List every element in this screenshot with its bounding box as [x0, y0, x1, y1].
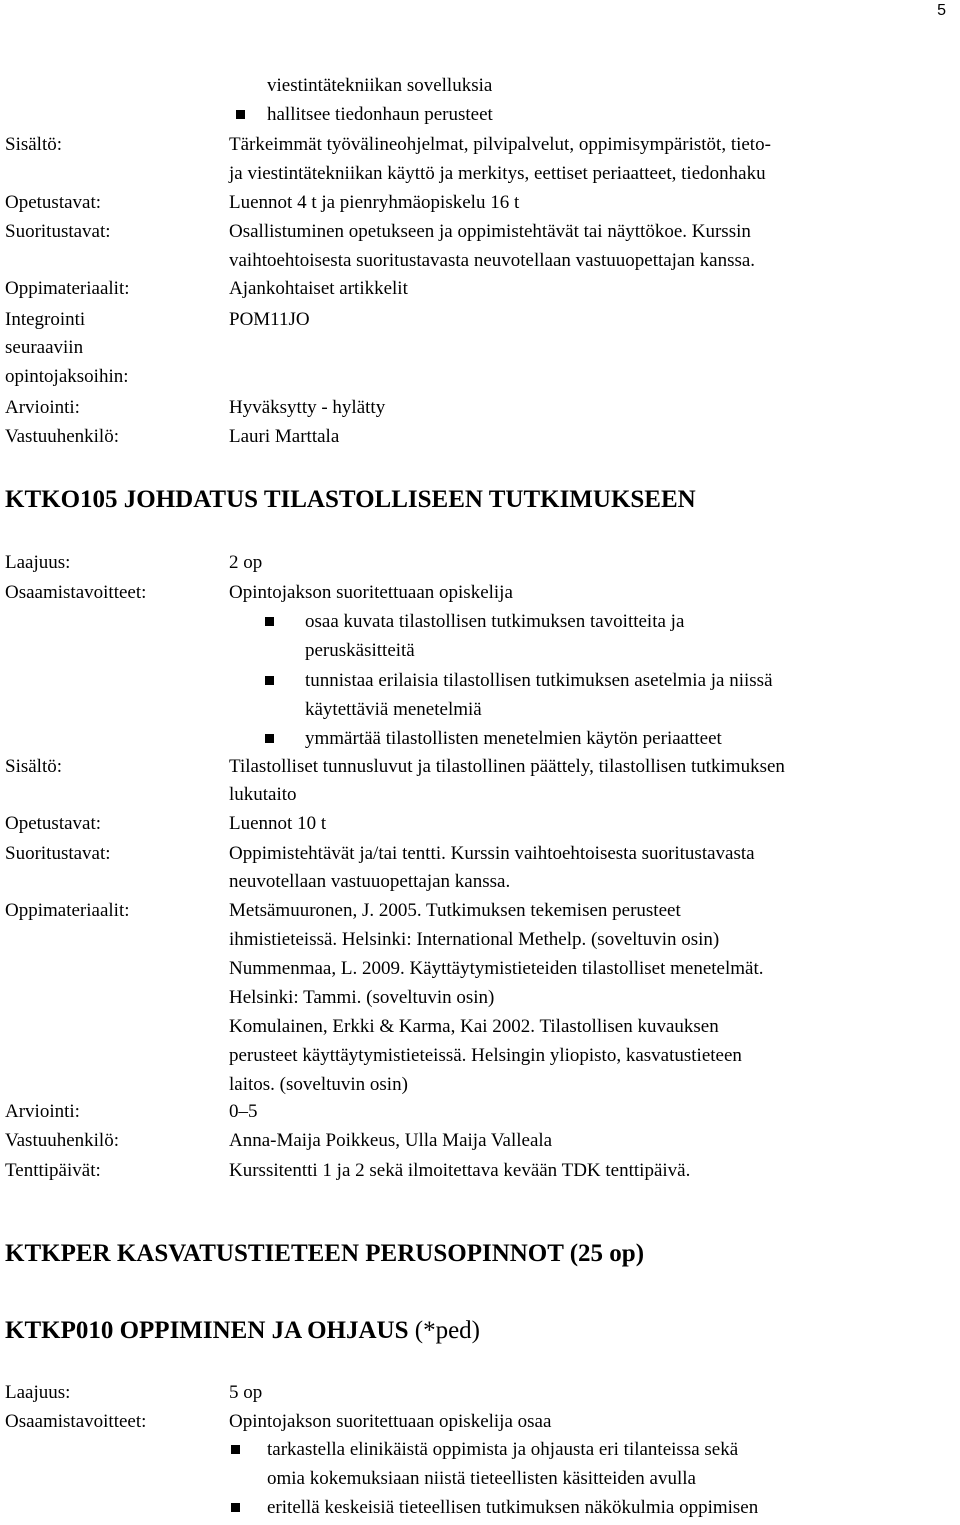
- opetustavat-label: Opetustavat:: [5, 192, 102, 213]
- oppimateriaalit-label: Oppimateriaalit:: [5, 900, 130, 921]
- reference-line: perusteet käyttäytymistieteissä. Helsingin yliopisto, kasvatustieteen: [229, 1045, 742, 1066]
- integrointi-label-cont: seuraaviin: [5, 337, 84, 358]
- sisalto-value-cont: ja viestintätekniikan käyttö ja merkitys, eettiset periaatteet, tiedonhaku: [229, 163, 766, 184]
- suoritustavat-label: Suoritustavat:: [5, 221, 111, 242]
- reference-line: ihmistieteissä. Helsinki: International Methelp. (soveltuvin osin): [229, 929, 720, 950]
- reference-line: Metsämuuronen, J. 2005. Tutkimuksen tekemisen perusteet: [229, 900, 681, 921]
- section-heading-perusopinnot: KTKPER KASVATUSTIETEEN PERUSOPINNOT (25 op): [5, 1240, 645, 1267]
- bullet-icon: [231, 1445, 240, 1454]
- integrointi-value: POM11JO: [229, 309, 310, 330]
- osaamistavoitteet-label: Osaamistavoitteet:: [5, 1411, 147, 1432]
- osaamistavoitteet-value: Opintojakson suoritettuaan opiskelija osaa: [229, 1411, 552, 1432]
- sisalto-value-cont: lukutaito: [229, 784, 297, 805]
- integrointi-label: Integrointi: [5, 309, 86, 330]
- tenttipaivat-label: Tenttipäivät:: [5, 1160, 101, 1181]
- sisalto-value: Tärkeimmät työvälineohjelmat, pilvipalvelut, oppimisympäristöt, tieto-: [229, 134, 771, 155]
- suoritustavat-value-cont: neuvotellaan vastuuopettajan kanssa.: [229, 871, 511, 892]
- goal-item: osaa kuvata tilastollisen tutkimuksen tavoitteita ja: [305, 611, 685, 632]
- osaamistavoitteet-label: Osaamistavoitteet:: [5, 582, 147, 603]
- bullet-item: hallitsee tiedonhaun perusteet: [267, 104, 493, 125]
- suoritustavat-value-cont: vaihtoehtoisesta suoritustavasta neuvotellaan vastuuopettajan kanssa.: [229, 250, 756, 271]
- reference-line: Helsinki: Tammi. (soveltuvin osin): [229, 987, 495, 1008]
- laajuus-label: Laajuus:: [5, 552, 71, 573]
- suoritustavat-value: Osallistuminen opetukseen ja oppimistehtävät tai näyttökoe. Kurssin: [229, 221, 751, 242]
- laajuus-value: 2 op: [229, 552, 263, 573]
- bullet-icon: [265, 617, 274, 626]
- vastuuhenkilo-value: Anna-Maija Poikkeus, Ulla Maija Valleala: [229, 1130, 553, 1151]
- course-heading: KTKO105 JOHDATUS TILASTOLLISEEN TUTKIMUKSEEN: [5, 486, 696, 513]
- bullet-icon: [265, 734, 274, 743]
- tenttipaivat-value: Kurssitentti 1 ja 2 sekä ilmoitettava kevään TDK tenttipäivä.: [229, 1160, 691, 1181]
- arviointi-value: 0–5: [229, 1101, 258, 1122]
- bullet-icon: [231, 1503, 240, 1512]
- reference-line: Komulainen, Erkki & Karma, Kai 2002. Tilastollisen kuvauksen: [229, 1016, 719, 1037]
- reference-line: Nummenmaa, L. 2009. Käyttäytymistieteiden tilastolliset menetelmät.: [229, 958, 764, 979]
- goal-item-cont: omia kokemuksiaan niistä tieteellisten käsitteiden avulla: [267, 1468, 696, 1489]
- suoritustavat-label: Suoritustavat:: [5, 843, 111, 864]
- vastuuhenkilo-label: Vastuuhenkilö:: [5, 1130, 119, 1151]
- goal-item: tarkastella elinikäistä oppimista ja ohjausta eri tilanteissa sekä: [267, 1439, 739, 1460]
- laajuus-label: Laajuus:: [5, 1382, 71, 1403]
- arviointi-value: Hyväksytty - hylätty: [229, 397, 386, 418]
- arviointi-label: Arviointi:: [5, 1101, 80, 1122]
- laajuus-value: 5 op: [229, 1382, 263, 1403]
- continued-line: viestintätekniikan sovelluksia: [267, 75, 493, 96]
- course-heading-suffix: (*ped): [414, 1317, 480, 1344]
- integrointi-label-cont2: opintojaksoihin:: [5, 366, 129, 387]
- bullet-icon: [265, 676, 274, 685]
- course-heading: [5, 1313, 480, 1349]
- vastuuhenkilo-label: Vastuuhenkilö:: [5, 426, 119, 447]
- goal-item: tunnistaa erilaisia tilastollisen tutkimuksen asetelmia ja niissä: [305, 670, 773, 691]
- oppimateriaalit-label: Oppimateriaalit:: [5, 278, 130, 299]
- sisalto-label: Sisältö:: [5, 134, 63, 155]
- suoritustavat-value: Oppimistehtävät ja/tai tentti. Kurssin vaihtoehtoisesta suoritustavasta: [229, 843, 755, 864]
- goal-item-cont: peruskäsitteitä: [305, 640, 415, 661]
- osaamistavoitteet-value: Opintojakson suoritettuaan opiskelija: [229, 582, 513, 603]
- arviointi-label: Arviointi:: [5, 397, 80, 418]
- goal-item: ymmärtää tilastollisten menetelmien käytön periaatteet: [305, 728, 722, 749]
- bullet-icon: [236, 110, 245, 119]
- opetustavat-value: Luennot 10 t: [229, 813, 327, 834]
- goal-item: eritellä keskeisiä tieteellisen tutkimuksen näkökulmia oppimisen: [267, 1497, 759, 1518]
- opetustavat-label: Opetustavat:: [5, 813, 102, 834]
- course-heading-code: KTKP010 OPPIMINEN JA OHJAUS: [5, 1317, 409, 1344]
- oppimateriaalit-value: Ajankohtaiset artikkelit: [229, 278, 408, 299]
- vastuuhenkilo-value: Lauri Marttala: [229, 426, 340, 447]
- sisalto-value: Tilastolliset tunnusluvut ja tilastollinen päättely, tilastollisen tutkimuksen: [229, 756, 785, 777]
- opetustavat-value: Luennot 4 t ja pienryhmäopiskelu 16 t: [229, 192, 520, 213]
- page-number: 5: [937, 2, 946, 19]
- goal-item-cont: käytettäviä menetelmiä: [305, 699, 482, 720]
- sisalto-label: Sisältö:: [5, 756, 63, 777]
- reference-line: laitos. (soveltuvin osin): [229, 1074, 408, 1095]
